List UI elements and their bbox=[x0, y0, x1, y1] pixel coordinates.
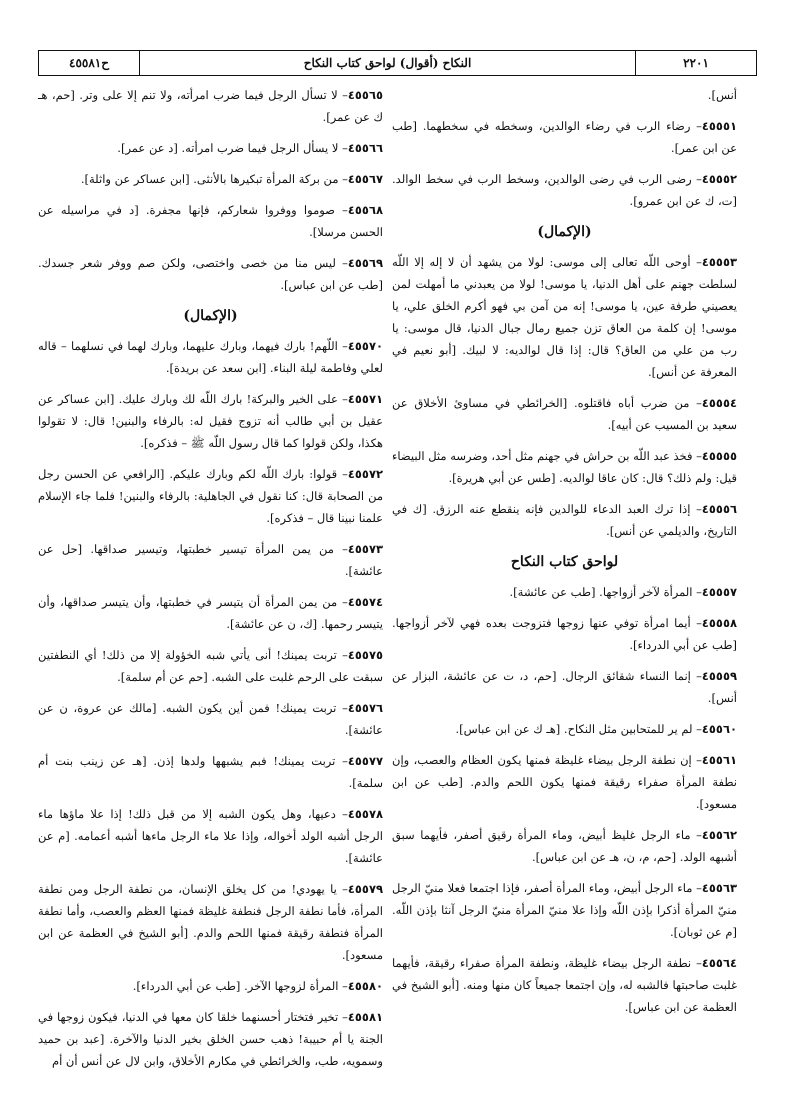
hadith-number: ٤٥٥٧٩ bbox=[347, 882, 383, 896]
hadith-number: ٤٥٥٦٦ bbox=[347, 141, 383, 155]
hadith-number: ٤٥٥٥٢ bbox=[701, 172, 737, 186]
hadith-text: – نطفة الرجل بيضاء غليظة، ونطفة المرأة صفراء رقيقة، فأيهما غلبت صاحبتها فالشبه له، وإن اجتمعا جميعاً كان منها ومنه. [أبو الشيخ في العظمة عن ابن عباس]. bbox=[392, 956, 737, 1014]
hadith-number: ٤٥٥٧٥ bbox=[347, 648, 383, 662]
hadith-number: ٤٥٥٦٧ bbox=[347, 172, 383, 186]
hadith-text: – رضى الرب في رضى الوالدين، وسخط الرب في سخط الوالد. [ت، ك عن ابن عمرو]. bbox=[392, 172, 737, 208]
hadith-text: – لا تسأل الرجل فيما ضرب امرأته، ولا تنم إلا على وتر. [حم، هـ ك عن عمر]. bbox=[38, 88, 383, 124]
hadith-number: ٤٥٥٥٧ bbox=[701, 585, 737, 599]
hadith-entry bbox=[38, 591, 383, 635]
hadith-text: – فخذ عبد اللّه بن حراش في جهنم مثل أحد، وضرسه مثل البيضاء قيل: ولم ذلك؟ قال: كان عاقا لوالديه. [طس عن أبي هريرة]. bbox=[392, 449, 737, 485]
hadith-text: أنس]. bbox=[707, 88, 737, 102]
hadith-text: – تربت يمينك! فمن أين يكون الشبه. [مالك عن عروة، ن عن عائشة]. bbox=[38, 701, 383, 737]
hadith-number: ٤٥٥٥١ bbox=[701, 119, 737, 133]
hadith-entry bbox=[392, 952, 737, 1018]
hadith-text: – المرأة لآخر أزواجها. [طب عن عائشة]. bbox=[509, 585, 702, 599]
hadith-entry bbox=[38, 84, 383, 128]
section-heading: (الإكمال) bbox=[183, 308, 238, 324]
section-heading: لواحق كتاب النكاح bbox=[510, 554, 619, 570]
hadith-text: – صوموا ووفروا شعاركم، فإنها مجفرة. [د في مراسيله عن الحسن مرسلا]. bbox=[38, 203, 383, 239]
hadith-text: – ماء الرجل أبيض، وماء المرأة أصفر، فإذا اجتمعا فعلا منيّ الرجل منيّ المرأة أذكرا بإذن اللّه وإذا علا منيّ المرأة منيّ الرجل آنثا بإذن اللّه. [م عن ثوبان]. bbox=[392, 881, 737, 939]
hadith-entry bbox=[392, 612, 737, 656]
hadith-text: – إذا ترك العبد الدعاء للوالدين فإنه ينقطع عنه الرزق. [ك في التاريخ، والديلمي عن أنس]. bbox=[392, 502, 737, 538]
hadith-entry bbox=[38, 168, 383, 190]
hadith-number: ٤٥٥٧١ bbox=[347, 392, 383, 406]
hadith-text: – المرأة لزوجها الآخر. [طب عن أبي الدرداء]. bbox=[132, 979, 348, 993]
hadith-entry bbox=[392, 168, 737, 212]
hadith-number: ٤٥٥٦٩ bbox=[347, 256, 383, 270]
hadith-number: ٤٥٥٦٣ bbox=[701, 881, 737, 895]
hadith-entry bbox=[38, 803, 383, 869]
section-heading: (الإكمال) bbox=[537, 224, 592, 240]
hadith-entry bbox=[392, 581, 737, 603]
hadith-entry bbox=[38, 463, 383, 529]
hadith-number: ٤٥٥٧٧ bbox=[347, 754, 383, 768]
hadith-entry bbox=[392, 718, 737, 740]
hadith-entry bbox=[38, 335, 383, 379]
hadith-number: ٤٥٥٥٥ bbox=[701, 449, 737, 463]
hadith-entry bbox=[38, 697, 383, 741]
hadith-text: – تربت يمينك! أنى يأتي شبه الخؤولة إلا من ذلك! أي النطفتين سبقت على الرحم غلبت على الشبه. [حم عن أم سلمة]. bbox=[38, 648, 383, 684]
hadith-text: – إن نطفة الرجل بيضاء غليظة فمنها يكون العظام والعصب، وإن نطفة المرأة صفراء رقيقة فمنها يكون اللحم والدم. [طب عن ابن مسعود]. bbox=[392, 753, 737, 811]
hadith-entry bbox=[392, 877, 737, 943]
running-title: النكاح (أقوال) لواحق كتاب النكاح bbox=[140, 51, 636, 75]
right-text-column bbox=[392, 84, 737, 1027]
hadith-range-reference: ح٤٥٥٨١ bbox=[39, 51, 140, 75]
hadith-number: ٤٥٥٦٢ bbox=[701, 828, 737, 842]
hadith-number: ٤٥٥٧٣ bbox=[347, 542, 383, 556]
page-header bbox=[38, 50, 757, 76]
hadith-text: – إنما النساء شقائق الرجال. [حم، د، ت عن عائشة، البزار عن أنس]. bbox=[392, 669, 737, 705]
hadith-entry bbox=[38, 538, 383, 582]
hadith-number: ٤٥٥٥٤ bbox=[701, 396, 737, 410]
hadith-entry bbox=[392, 84, 737, 106]
hadith-number: ٤٥٥٨٠ bbox=[347, 979, 383, 993]
hadith-number: ٤٥٥٨١ bbox=[347, 1010, 383, 1024]
left-text-column bbox=[38, 84, 383, 1081]
hadith-text: – اللّهم! بارك فيهما، وبارك عليهما، وبارك لهما في نسلهما – قاله لعلي وفاطمة ليلة البناء. [ابن سعد عن بريدة]. bbox=[38, 339, 383, 375]
hadith-number: ٤٥٥٥٩ bbox=[701, 669, 737, 683]
hadith-entry bbox=[392, 665, 737, 709]
hadith-text: – من ضرب أباه فاقتلوه. [الخرائطي في مساوئ الأخلاق عن سعيد بن المسيب عن أبيه]. bbox=[392, 396, 737, 432]
hadith-number: ٤٥٥٧٠ bbox=[347, 339, 383, 353]
hadith-number: ٤٥٥٦٥ bbox=[347, 88, 383, 102]
hadith-entry bbox=[392, 445, 737, 489]
hadith-entry bbox=[38, 199, 383, 243]
hadith-text: – دعيها، وهل يكون الشبه إلا من قبل ذلك! إذا علا ماؤها ماء الرجل أشبه الولد أخواله، وإذا علا ماء الرجل ماءها أشبه أعمامه. [م عن عائشة]. bbox=[38, 807, 383, 865]
hadith-text: – لم ير للمتحابين مثل النكاح. [هـ ك عن ابن عباس]. bbox=[455, 722, 702, 736]
hadith-entry bbox=[392, 115, 737, 159]
hadith-entry bbox=[38, 644, 383, 688]
hadith-text: – ليس منا من خصى واختصى، ولكن صم ووفر شعر جسدك. [طب عن ابن عباس]. bbox=[38, 256, 383, 292]
hadith-text: – تخير فتختار أحسنهما خلقا كان معها في الدنيا، فيكون زوجها في الجنة يا أم حبيبة! ذهب حسن الخلق بخير الدنيا والآخرة. [عبد بن حميد وسمويه، طب، والخرائطي في مكارم الأخلاق، وابن لال عن أنس أن أم bbox=[38, 1010, 383, 1068]
hadith-entry bbox=[392, 749, 737, 815]
hadith-text: – أيما امرأة توفي عنها زوجها فتزوجت بعده فهي لآخر أزواجها. [طب عن أبي الدرداء]. bbox=[392, 616, 737, 652]
hadith-number: ٤٥٥٦٨ bbox=[347, 203, 383, 217]
hadith-number: ٤٥٥٧٦ bbox=[347, 701, 383, 715]
hadith-number: ٤٥٥٧٤ bbox=[347, 595, 383, 609]
hadith-text: – من بركة المرأة تبكيرها بالأنثى. [ابن عساكر عن واثلة]. bbox=[80, 172, 348, 186]
hadith-number: ٤٥٥٧٢ bbox=[347, 467, 383, 481]
hadith-entry bbox=[38, 137, 383, 159]
hadith-entry bbox=[392, 498, 737, 542]
hadith-text: – من يمن المرأة تيسير خطبتها، وتيسير صداقها. [حل عن عائشة]. bbox=[38, 542, 383, 578]
hadith-entry bbox=[38, 878, 383, 966]
hadith-number: ٤٥٥٦٠ bbox=[701, 722, 737, 736]
hadith-entry bbox=[392, 392, 737, 436]
hadith-number: ٤٥٥٧٨ bbox=[347, 807, 383, 821]
hadith-entry bbox=[38, 1006, 383, 1072]
hadith-entry bbox=[38, 750, 383, 794]
hadith-number: ٤٥٥٦٤ bbox=[701, 956, 737, 970]
hadith-number: ٤٥٥٥٣ bbox=[701, 255, 737, 269]
hadith-text: – تربت يمينك! فبم يشبهها ولدها إذن. [هـ عن زينب بنت أم سلمة]. bbox=[38, 754, 383, 790]
hadith-text: – رضاء الرب في رضاء الوالدين، وسخطه في سخطهما. [طب عن ابن عمر]. bbox=[392, 119, 737, 155]
hadith-text: – من يمن المرأة أن يتيسر في خطبتها، وأن يتيسر صداقها، وأن يتيسر رحمها. [ك، ن عن عائشة]. bbox=[38, 595, 383, 631]
hadith-entry bbox=[38, 252, 383, 296]
hadith-text: – لا يسأل الرجل فيما ضرب امرأته. [د عن عمر]. bbox=[117, 141, 348, 155]
hadith-text: – قولوا: بارك اللّه لكم وبارك عليكم. [الرافعي عن الحسن رجل من الصحابة قال: كنا نقول في الجاهلية: بالرفاء والبنين! فلما جاء الإسلام علمنا نبينا قال – فذكره]. bbox=[38, 467, 383, 525]
hadith-number: ٤٥٥٦١ bbox=[701, 753, 737, 767]
hadith-entry bbox=[392, 824, 737, 868]
hadith-entry bbox=[38, 975, 383, 997]
hadith-text: – يا يهودي! من كل يخلق الإنسان، من نطفة الرجل ومن نطفة المرأة، فأما نطفة الرجل فنطفة غليظة فمنها العظم والعصب، وأما نطفة المرأة فنطفة رقيقة فمنها اللحم والدم. [أبو الشيخ في العظمة عن ابن مسعود]. bbox=[38, 882, 383, 962]
hadith-text: – أوحى اللّه تعالى إلى موسى: لولا من يشهد أن لا إله إلا اللّه لسلطت جهنم على أهل الدنيا، يا موسى! لولا من يعبدني ما أمهلت لمن يعصيني طرفة عين، يا موسى! إنه من آمن بي فهو أكرم الخلق علي، يا موسى! إن كلمة من العاق تزن جميع رمال جبال الدنيا، قال موسى: يا رب من علي من العاق؟ قال: إذا قال لوالديه: لا لبيك. [أبو نعيم في المعرفة عن أنس]. bbox=[392, 255, 737, 379]
hadith-number: ٤٥٥٥٦ bbox=[701, 502, 737, 516]
hadith-entry bbox=[38, 388, 383, 454]
hadith-text: – ماء الرجل غليظ أبيض، وماء المرأة رقيق أصفر، فأيهما سبق أشبهه الولد. [حم، م، ن، هـ عن ابن عباس]. bbox=[392, 828, 737, 864]
page-number: ٢٢٠١ bbox=[683, 56, 709, 70]
hadith-text: – على الخير والبركة! بارك اللّه لك وبارك عليك. [ابن عساكر عن عقيل بن أبي طالب أنه تزوج فقيل له: بالرفاء والبنين! قال: لا تقولوا هكذا، ولكن قولوا كما قال رسول اللّه ﷺ – فذكره]. bbox=[38, 392, 383, 450]
hadith-number: ٤٥٥٥٨ bbox=[701, 616, 737, 630]
hadith-entry bbox=[392, 251, 737, 383]
